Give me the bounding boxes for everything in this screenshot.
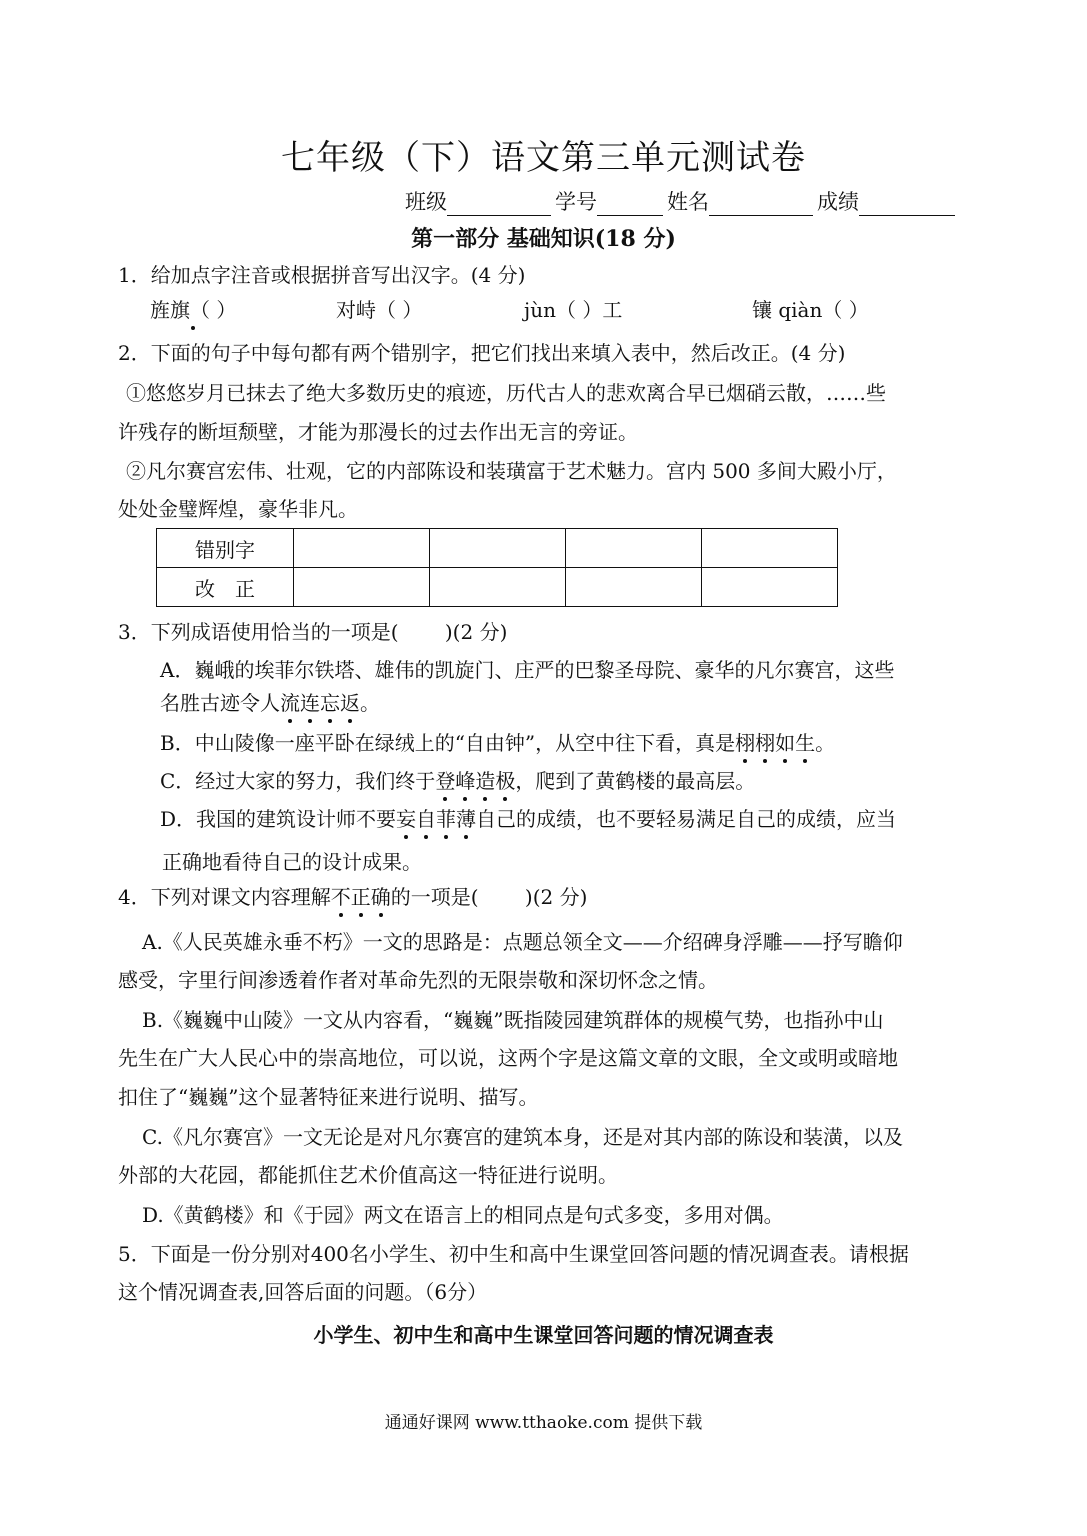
- idiom-char: 薄: [456, 807, 477, 831]
- q3-c-pre: C．经过大家的努力，我们终于: [160, 769, 436, 793]
- idiom-char: 流: [280, 691, 300, 715]
- class-blank: [447, 193, 551, 216]
- answer-cell[interactable]: [566, 568, 702, 607]
- page-title: 七年级（下）语文第三单元测试卷: [281, 138, 806, 178]
- q4-option-b-line1: B.《巍巍中山陵》一文从内容看，“巍巍”既指陵园建筑群体的规模气势，也指孙中山: [142, 1008, 884, 1032]
- emphasis-char: 正: [350, 885, 371, 909]
- class-label: 班级: [405, 190, 447, 214]
- q4-option-c-line2: 外部的大花园，都能抓住艺术价值高这一特征进行说明。: [118, 1163, 618, 1187]
- q3-option-d-line2: 正确地看待自己的设计成果。: [162, 850, 422, 874]
- q5-stem-line2: 这个情况调查表,回答后面的问题。（6分）: [118, 1280, 488, 1304]
- q2-sentence2-line1: ②凡尔赛宫宏伟、壮观，它的内部陈设和装璜富于艺术魅力。宫内 500 多间大殿小厅，: [126, 459, 897, 483]
- q4-option-b-line2: 先生在广大人民心中的崇高地位，可以说，这两个字是这篇文章的文眼，全文或明或暗地: [118, 1046, 898, 1070]
- q3-option-c: [160, 768, 755, 794]
- student-info-line: [405, 186, 959, 216]
- q5-stem-line1: 5．下面是一份分别对400名小学生、初中生和高中生课堂回答问题的情况调查表。请根据: [118, 1242, 909, 1266]
- q2-stem: 2．下面的句子中每句都有两个错别字，把它们找出来填入表中，然后改正。(4 分): [118, 341, 846, 365]
- q3-b-pre: B．中山陵像一座平卧在绿绒上的“自由钟”，从空中往下看，真是: [160, 731, 736, 755]
- q4-option-d-line1: D.《黄鹤楼》和《于园》两文在语言上的相同点是句式多变，多用对偶。: [142, 1203, 784, 1227]
- emphasis-char: 不: [330, 885, 351, 909]
- score-blank: [859, 193, 955, 216]
- q3-option-b: [160, 730, 835, 756]
- score-label: 成绩: [817, 190, 859, 214]
- q5-table-title: 小学生、初中生和高中生课堂回答问题的情况调查表: [313, 1323, 774, 1347]
- answer-cell[interactable]: [702, 529, 838, 568]
- row-header-correction: 改 正: [157, 568, 294, 607]
- idiom-char: 妄: [396, 807, 417, 831]
- q2-sentence1-line2: 许残存的断垣颓壁，才能为那漫长的过去作出无言的旁证。: [118, 420, 638, 444]
- emphasis-char: 确: [370, 885, 391, 909]
- q3-d-pre: D．我国的建筑设计师不要: [160, 807, 397, 831]
- table-row: [157, 568, 838, 607]
- q3-b-post: 。: [815, 731, 836, 755]
- q3-c-post: ，爬到了黄鹤楼的最高层。: [515, 769, 756, 793]
- idiom-char: 造: [475, 769, 496, 793]
- q3-d-post: 自己的成绩，也不要轻易满足自己的成绩，应当: [476, 807, 897, 831]
- table-row: [157, 529, 838, 568]
- number-label: 学号: [555, 190, 597, 214]
- idiom-char: 连: [300, 691, 320, 715]
- idiom-char: 返: [340, 691, 360, 715]
- answer-cell[interactable]: [294, 568, 430, 607]
- q2-sentence1-line1: ①悠悠岁月已抹去了绝大多数历史的痕迹，历代古人的悲欢离合早已烟硝云散，……些: [126, 381, 886, 405]
- idiom-char: 峰: [455, 769, 476, 793]
- answer-cell[interactable]: [430, 529, 566, 568]
- row-header-typo: 错别字: [157, 529, 294, 568]
- q1-item-d: 镶 qiàn（ ）: [752, 298, 869, 322]
- q3-stem: 3．下列成语使用恰当的一项是( )(2 分): [118, 620, 508, 644]
- name-blank: [709, 193, 813, 216]
- answer-cell[interactable]: [566, 529, 702, 568]
- q2-answer-table: [156, 528, 838, 607]
- q3-option-a-line1: A．巍峨的埃菲尔铁塔、雄伟的凯旋门、庄严的巴黎圣母院、豪华的凡尔赛宫，这些: [160, 658, 895, 682]
- idiom-char: 登: [435, 769, 456, 793]
- answer-cell[interactable]: [702, 568, 838, 607]
- q4-option-a-line1: A.《人民英雄永垂不朽》一文的思路是：点题总领全文——介绍碑身浮雕——抒写瞻仰: [142, 930, 903, 954]
- q4-stem-pre: 4．下列对课文内容理解: [118, 885, 331, 909]
- q4-stem: [118, 884, 587, 910]
- page-footer: 通通好课网 www.tthaoke.com 提供下载: [384, 1413, 703, 1433]
- idiom-char: 栩: [735, 731, 756, 755]
- q1-item-b: 对峙（ ）: [336, 298, 423, 322]
- q3-option-a-line2: [160, 690, 380, 716]
- q1-item-c: jùn（ ）工: [524, 298, 623, 322]
- number-blank: [597, 193, 663, 216]
- q1-stem: 1．给加点字注音或根据拼音写出汉字。(4 分): [118, 263, 526, 287]
- idiom-char: 生: [795, 731, 816, 755]
- idiom-char: 栩: [755, 731, 776, 755]
- answer-cell[interactable]: [430, 568, 566, 607]
- answer-cell[interactable]: [294, 529, 430, 568]
- q4-option-b-line3: 扣住了“巍巍”这个显著特征来进行说明、描写。: [118, 1085, 539, 1109]
- name-label: 姓名: [667, 190, 709, 214]
- q4-option-a-line2: 感受，字里行间渗透着作者对革命先烈的无限崇敬和深切怀念之情。: [118, 968, 718, 992]
- idiom-char: 忘: [320, 691, 340, 715]
- q4-stem-post: 的一项是( )(2 分): [390, 885, 588, 909]
- section-heading: 第一部分 基础知识(18 分): [411, 226, 676, 252]
- q3-option-d-line1: [160, 806, 896, 832]
- q1-item-a: [150, 297, 236, 323]
- idiom-char: 极: [495, 769, 516, 793]
- idiom-char: 如: [775, 731, 796, 755]
- q4-option-c-line1: C.《凡尔赛宫》一文无论是对凡尔赛宫的建筑本身，还是对其内部的陈设和装潢，以及: [142, 1125, 903, 1149]
- q2-sentence2-line2: 处处金璧辉煌，豪华非凡。: [118, 497, 358, 521]
- q3-a-pre: 名胜古迹令人: [160, 691, 280, 715]
- idiom-char: 菲: [436, 807, 457, 831]
- q1-a-text: 旌旗（ ）: [150, 298, 237, 322]
- idiom-char: 自: [416, 807, 437, 831]
- q3-a-post: 。: [360, 691, 380, 715]
